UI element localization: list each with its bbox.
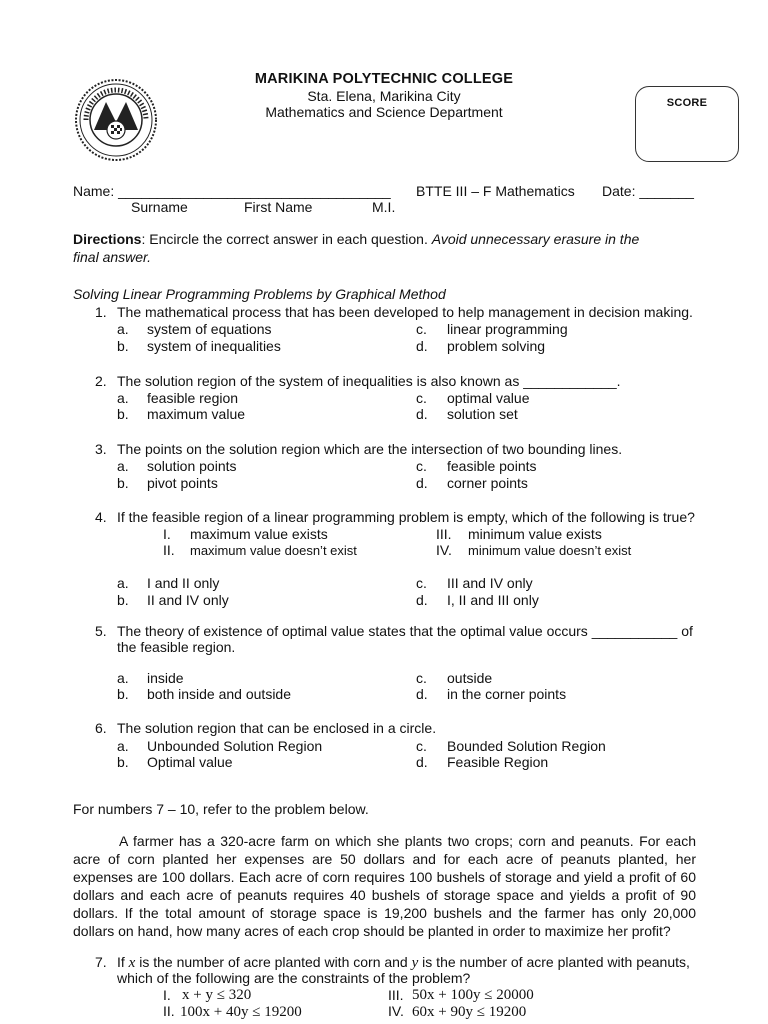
- q5-text: The theory of existence of optimal value states that the optimal value occurs ___________ of: [117, 623, 693, 639]
- q4-roman-i-label: I.: [163, 526, 171, 542]
- section-title: Solving Linear Programming Problems by Graphical Method: [73, 286, 446, 302]
- q6-option-b[interactable]: Optimal value: [147, 754, 233, 770]
- q7-text-cont: which of the following are the constraints of the problem?: [117, 970, 471, 986]
- q5-option-c[interactable]: outside: [447, 670, 493, 686]
- q1-option-c[interactable]: linear programming: [447, 321, 568, 337]
- q6-number: 6.: [95, 720, 107, 736]
- q4-number: 4.: [95, 509, 107, 525]
- q3-option-b[interactable]: pivot points: [147, 475, 218, 491]
- q7-constraint-iii: 50x + 100y ≤ 20000: [412, 987, 534, 1003]
- q4-text: If the feasible region of a linear programming problem is empty, which of the following is true?: [117, 509, 695, 525]
- q6-option-c[interactable]: Bounded Solution Region: [447, 738, 606, 754]
- name-field: Name: ___________________________________: [73, 183, 391, 199]
- course-label: BTTE III – F Mathematics: [416, 183, 575, 199]
- q3-number: 3.: [95, 441, 107, 457]
- q6-d-label: d.: [416, 754, 428, 770]
- q5-c-label: c.: [416, 670, 427, 686]
- q7-roman-iv-label: IV.: [388, 1003, 404, 1019]
- college-name: MARIKINA POLYTECHNIC COLLEGE: [254, 71, 514, 87]
- q5-text-cont: the feasible region.: [117, 639, 236, 655]
- q5-number: 5.: [95, 623, 107, 639]
- q3-option-d[interactable]: corner points: [447, 475, 528, 491]
- q5-option-d[interactable]: in the corner points: [447, 686, 567, 702]
- q2-option-a[interactable]: feasible region: [147, 390, 239, 406]
- q6-a-label: a.: [117, 738, 129, 754]
- q7-roman-i-label: I.: [163, 987, 171, 1003]
- q3-text: The points on the solution region which are the intersection of two bounding lines.: [117, 441, 623, 457]
- q6-option-d[interactable]: Feasible Region: [447, 754, 549, 770]
- q2-b-label: b.: [117, 406, 129, 422]
- q3-option-c[interactable]: feasible points: [447, 458, 537, 474]
- directions-emphasis-cont: final answer.: [73, 249, 152, 265]
- refer-instruction: For numbers 7 – 10, refer to the problem below.: [73, 801, 369, 817]
- q3-d-label: d.: [416, 475, 428, 491]
- q4-a-label: a.: [117, 575, 129, 591]
- directions-line: Directions: Encircle the correct answer in each question. Avoid unnecessary erasure in the: [73, 231, 640, 247]
- directions-emphasis: Avoid unnecessary erasure in the: [431, 231, 640, 247]
- q4-option-b[interactable]: II and IV only: [147, 592, 229, 608]
- q2-option-b[interactable]: maximum value: [147, 406, 246, 422]
- q4-option-c[interactable]: III and IV only: [447, 575, 533, 591]
- q4-statement-ii: maximum value doesn’t exist: [190, 543, 357, 558]
- q5-d-label: d.: [416, 686, 428, 702]
- q6-c-label: c.: [416, 738, 427, 754]
- q4-statement-iv: minimum value doesn’t exist: [468, 543, 632, 558]
- department-name: Mathematics and Science Department: [265, 104, 503, 120]
- date-field: Date: _______: [602, 183, 694, 199]
- q5-b-label: b.: [117, 686, 129, 702]
- q7-constraint-i: x + y ≤ 320: [182, 987, 252, 1003]
- q7-constraint-iv: 60x + 90y ≤ 19200: [412, 1004, 527, 1020]
- q4-option-d[interactable]: I, II and III only: [447, 592, 539, 608]
- q1-option-b[interactable]: system of inequalities: [147, 338, 281, 354]
- q1-b-label: b.: [117, 338, 129, 354]
- score-label: SCORE: [666, 97, 708, 109]
- q4-c-label: c.: [416, 575, 427, 591]
- q4-statement-iii: minimum value exists: [468, 526, 602, 542]
- q1-option-d[interactable]: problem solving: [447, 338, 546, 354]
- q6-text: The solution region that can be enclosed in a circle.: [117, 720, 437, 736]
- q4-option-a[interactable]: I and II only: [147, 575, 220, 591]
- q7-number: 7.: [95, 954, 107, 970]
- directions-label: Directions: [73, 231, 142, 247]
- q4-roman-iv-label: IV.: [436, 542, 452, 558]
- q5-a-label: a.: [117, 670, 129, 686]
- q7-text: If x is the number of acre planted with corn and y is the number of acre planted with peanuts,: [117, 954, 690, 971]
- mi-label: M.I.: [372, 199, 396, 215]
- directions-text: Encircle the correct answer in each question.: [145, 231, 432, 247]
- q3-c-label: c.: [416, 458, 427, 474]
- q4-d-label: d.: [416, 592, 428, 608]
- q5-option-a[interactable]: inside: [147, 670, 184, 686]
- q1-option-a[interactable]: system of equations: [147, 321, 272, 337]
- q2-option-d[interactable]: solution set: [447, 406, 518, 422]
- q6-option-a[interactable]: Unbounded Solution Region: [147, 738, 323, 754]
- q4-roman-ii-label: II.: [163, 542, 175, 558]
- q6-b-label: b.: [117, 754, 129, 770]
- q7-roman-iii-label: III.: [388, 987, 404, 1003]
- problem-paragraph: A farmer has a 320-acre farm on which she plants two crops; corn and peanuts. For each acre of corn planted her expenses are 50 dollars and for each acre of peanuts planted, her expenses are 100 dollars. Each acre of corn requires 100 bushels of storage and yield a profit of 60 dollars and each acre of peanuts requires 40 bushels of storage space and yields a profit of 90 dollars. If the total amount of storage space is 19,200 bushels and the farmer has only 20,000 dollars on hand, how many acres of each crop should be planted in order to maximize her profit?: [73, 833, 696, 939]
- q7-var-y: y: [411, 955, 419, 971]
- q3-a-label: a.: [117, 458, 129, 474]
- college-address: Sta. Elena, Marikina City: [307, 88, 461, 104]
- surname-label: Surname: [131, 199, 188, 215]
- q2-number: 2.: [95, 373, 107, 389]
- q3-option-a[interactable]: solution points: [147, 458, 237, 474]
- q3-b-label: b.: [117, 475, 129, 491]
- q2-text: The solution region of the system of inequalities is also known as ____________.: [117, 373, 621, 389]
- q1-number: 1.: [95, 304, 107, 320]
- q4-roman-iii-label: III.: [436, 526, 452, 542]
- score-box: [635, 86, 739, 162]
- q7-var-x: x: [128, 955, 136, 971]
- q5-option-b[interactable]: both inside and outside: [147, 686, 291, 702]
- first-name-label: First Name: [244, 199, 313, 215]
- q4-b-label: b.: [117, 592, 129, 608]
- q2-d-label: d.: [416, 406, 428, 422]
- q4-statement-i: maximum value exists: [190, 526, 328, 542]
- q1-a-label: a.: [117, 321, 129, 337]
- q2-option-c[interactable]: optimal value: [447, 390, 530, 406]
- q7-constraint-ii: 100x + 40y ≤ 19200: [180, 1004, 302, 1020]
- q7-roman-ii-label: II.: [163, 1003, 175, 1019]
- q1-text: The mathematical process that has been developed to help management in decision making.: [117, 304, 693, 320]
- q2-a-label: a.: [117, 390, 129, 406]
- q1-d-label: d.: [416, 338, 428, 354]
- q1-c-label: c.: [416, 321, 427, 337]
- q2-c-label: c.: [416, 390, 427, 406]
